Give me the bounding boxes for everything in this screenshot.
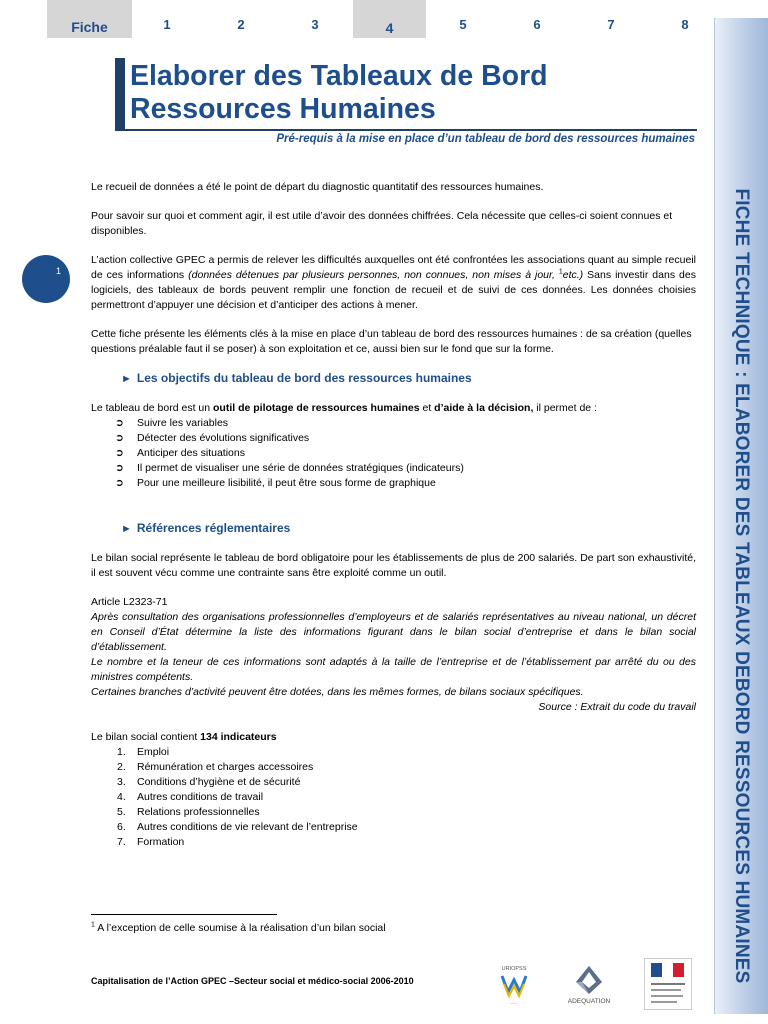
page-footer: Capitalisation de l’Action GPEC –Secteur social et médico-social 2006-2010: [91, 976, 414, 986]
tab-6-label: 6: [533, 17, 541, 32]
list-item: [117, 775, 696, 790]
lead-c: et: [419, 402, 435, 414]
list-number: 7.: [117, 836, 126, 848]
list-item: [117, 790, 696, 805]
arrow-bullet-icon: ➲: [115, 462, 124, 474]
list-item: [115, 431, 696, 446]
svg-text:~~~: ~~~: [510, 1001, 518, 1006]
list-item-text: Autres conditions de travail: [137, 791, 264, 803]
tab-8-label: 8: [681, 17, 689, 32]
article-number: Article L2323-71: [91, 596, 168, 608]
footnote-number: 1: [91, 921, 95, 929]
arrow-bullet-icon: ➲: [115, 432, 124, 444]
list-item: [115, 461, 696, 476]
footnote: [91, 922, 386, 934]
bilan-indicator-count: 134 indicateurs: [200, 731, 277, 743]
bilan-list: [91, 745, 696, 850]
tab-fiche[interactable]: [47, 0, 132, 38]
triangle-arrow-icon: ►: [121, 373, 132, 385]
tab-7-label: 7: [607, 17, 615, 32]
list-item-text: Anticiper des situations: [137, 447, 245, 459]
list-item: [117, 835, 696, 850]
adequation-logo-text: ADEQUATION: [567, 998, 611, 1005]
tab-fiche-label: Fiche: [71, 19, 108, 35]
list-item: [117, 745, 696, 760]
tab-8[interactable]: [665, 0, 705, 38]
tab-1[interactable]: [147, 0, 187, 38]
list-item-text: Relations professionnelles: [137, 806, 260, 818]
objectives-lead: [91, 401, 696, 416]
list-number: 3.: [117, 776, 126, 788]
objectives-heading: [121, 371, 696, 387]
list-number: 2.: [117, 761, 126, 773]
list-item-text: Détecter des évolutions significatives: [137, 432, 310, 444]
section-marker-circle: [22, 255, 70, 303]
list-item-text: Formation: [137, 836, 185, 848]
title-line-2: Ressources Humaines: [130, 93, 436, 125]
page-title: [130, 60, 710, 126]
article-quote-2: Le nombre et la teneur de ces informations sont adaptés à la taille de l’entreprise et de l’établissement par arrêté du ou des ministres compétents.: [91, 656, 696, 683]
article-quote-1: Après consultation des organisations professionnelles d’employeurs et de salariés représentatives au niveau national, un décret en Conseil d’État détermine la liste des informations figurant dans le bilan social d’entreprise et dans le bilan social d’établissement.: [91, 611, 696, 653]
intro-paragraph-3: [91, 253, 696, 313]
footnote-text: A l’exception de celle soumise à la réalisation d’un bilan social: [94, 922, 386, 934]
arrow-bullet-icon: ➲: [115, 447, 124, 459]
list-item: [115, 476, 696, 491]
p3-text-b: Sans investir dans des logiciels, des tableaux de bords peuvent remplir une fonction de recueil et de suivi de ces données. Les données choisies permettront d’appuyer une décision et d’anticiper des actions à mener.: [91, 269, 696, 311]
list-item-text: Pour une meilleure lisibilité, il peut être sous forme de graphique: [137, 477, 436, 489]
list-item: [117, 805, 696, 820]
side-title: FICHE TECHNIQUE : ELABORER DES TABLEAUX DEBORD RESSOURCES HUMAINES: [731, 188, 752, 984]
triangle-arrow-icon: ►: [121, 523, 132, 535]
objectives-list: [91, 416, 696, 491]
tab-6[interactable]: [517, 0, 557, 38]
tab-2[interactable]: [221, 0, 261, 38]
list-item-text: Il permet de visualiser une série de données stratégiques (indicateurs): [137, 462, 464, 474]
list-item-text: Autres conditions de vie relevant de l’entreprise: [137, 821, 358, 833]
arrow-bullet-icon: ➲: [115, 477, 124, 489]
uriopss-logo-text: URIOPSS: [501, 966, 527, 972]
tab-4-label: 4: [385, 20, 394, 36]
p3-italic: (données détenues par plusieurs personnes, non connues, non mises à jour,: [188, 269, 555, 281]
list-item-text: Emploi: [137, 746, 170, 758]
intro-paragraph-1: Le recueil de données a été le point de départ du diagnostic quantitatif des ressources humaines.: [91, 181, 544, 193]
intro-paragraph-2: Pour savoir sur quoi et comment agir, il est utile d’avoir des données chiffrées. Cela nécessite que celles-ci soient connues et disponibles.: [91, 210, 673, 237]
list-item: [115, 416, 696, 431]
lead-bold-2: d’aide à la décision,: [434, 402, 534, 414]
tab-5-label: 5: [459, 17, 467, 32]
tab-1-label: 1: [163, 17, 171, 32]
p3-text-a: L’action collective GPEC a permis de relever les difficultés auxquelles ont été confrontées les associations quant au simple recueil de ces informations: [91, 254, 696, 281]
list-number: 1.: [117, 746, 126, 758]
list-item-text: Rémunération et charges accessoires: [137, 761, 314, 773]
uriopss-logo: [496, 962, 532, 1008]
article-quote-3: Certaines branches d’activité peuvent être dotées, dans les mêmes formes, de bilans sociaux spécifiques.: [91, 686, 584, 698]
p3-italic-2: etc.): [562, 269, 584, 281]
list-item: [115, 446, 696, 461]
list-item: [117, 760, 696, 775]
list-item: [117, 820, 696, 835]
tab-3[interactable]: [295, 0, 335, 38]
section-marker-number: 1: [56, 266, 62, 276]
lead-bold-1: outil de pilotage de ressources humaines: [213, 402, 420, 414]
list-number: 5.: [117, 806, 126, 818]
article-source: Source : Extrait du code du travail: [538, 701, 696, 713]
objectives-heading-text: Les objectifs du tableau de bord des ressources humaines: [136, 371, 472, 385]
title-divider: [115, 129, 697, 131]
list-number: 4.: [117, 791, 126, 803]
tab-5[interactable]: [443, 0, 483, 38]
references-heading: [121, 521, 696, 537]
bilan-lead: [91, 730, 696, 745]
ministry-logo: [644, 958, 692, 1010]
bilan-lead-text: Le bilan social contient: [91, 731, 201, 743]
adequation-logo: [560, 962, 618, 1006]
article-block: [91, 595, 696, 715]
fiche-tab-bar: [47, 0, 713, 38]
intro-paragraph-4: Cette fiche présente les éléments clés à la mise en place d’un tableau de bord des ressources humaines : de sa création (quelles questions préalable faut il se poser) à son exploitation et ce, aussi bien sur le fond que sur la forme.: [91, 328, 692, 355]
tab-7[interactable]: [591, 0, 631, 38]
list-item-text: Suivre les variables: [137, 417, 229, 429]
references-heading-text: Références réglementaires: [136, 521, 291, 535]
footnote-divider: [91, 914, 277, 915]
tab-2-label: 2: [237, 17, 245, 32]
list-item-text: Conditions d’hygiène et de sécurité: [137, 776, 301, 788]
title-line-1: Elaborer des Tableaux de Bord: [130, 60, 548, 92]
lead-a: Le tableau de bord est un: [91, 402, 214, 414]
tab-4-active[interactable]: [353, 0, 426, 38]
page-subtitle: Pré-requis à la mise en place d’un tableau de bord des ressources humaines: [276, 133, 695, 145]
list-number: 6.: [117, 821, 126, 833]
document-body: [91, 180, 696, 850]
references-paragraph: Le bilan social représente le tableau de bord obligatoire pour les établissements de plus de 200 salariés. De part son exhaustivité, il est souvent vécu comme une contrainte sans être exploité comme un outil.: [91, 552, 696, 579]
arrow-bullet-icon: ➲: [115, 417, 124, 429]
footnote-ref[interactable]: 1: [558, 268, 563, 276]
title-accent-bar: [115, 58, 125, 130]
tab-3-label: 3: [311, 17, 319, 32]
lead-d: il permet de :: [533, 402, 597, 414]
